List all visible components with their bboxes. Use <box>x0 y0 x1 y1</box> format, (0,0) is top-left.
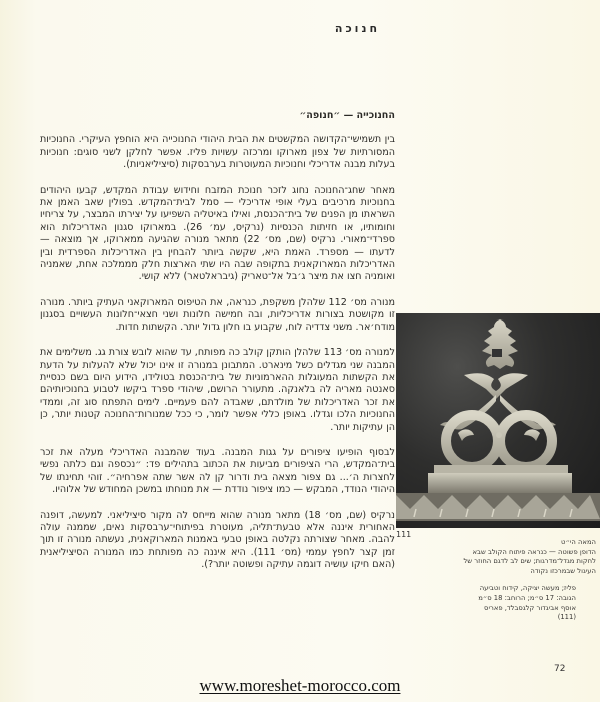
hanukkah-lamp-photo <box>396 313 600 528</box>
paragraph: מנורה מס׳ 112 שלהלן משקפת, כנראה, את הטיפוס המארוקאני העתיק ביותר. מנורה זו מקושטת בצורות אדריכליות, ובה חמישה חלונות ושני חצאי־חלונות העשויים בסגנון מודח׳אר. משני צדדיה לוח, שקבוע בו חלון גדול יותר. הקשתות חדות. <box>40 296 395 333</box>
paragraph: לבסוף הופיעו ציפורים על גגות המבנה. בעוד שהמבנה האדריכלי מעלה את זכר בית־המקדש, הרי הציפורים מביעות את הכתוב בתהילים פד: ״נכספה וגם כלתה נפשי לחצרות ה׳... גם צפור מצאה בית ודרור קן לה אשר שתה אפרחיה״. זוהי תחינתו של היהודי הנודד, המבקש — כמו ציפור נודדת — את מנוחתו במשכן המחודש של אלוהיו. <box>40 446 395 496</box>
paragraph: למנורה מס׳ 113 שלהלן הותקן קולב כה מפותח, עד שהוא לובש צורת גג. משלימים את המבנה שני מגדלים כשל מינארט. המתבונן במנורה זו אינו יכול שלא להעלות על הדעת את הקשתות המעוגלות ההארמוניות של בית־הכנסת בטולידו, הידוע היום בשם כנסיית סאנטה מאריה לה בלאנקה. מתעורר הרושם, שיהודי ספרד ביקשו לטבוע בחנוכיותיהם את זכר האדריכלות של מולדתם, שאבדה להם פעמיים. לימים התפתח סוג זה, וממדי החנוכיות הלכו וגדלו. באופן כללי אפשר לומר, כי ככל שמנורות־החנוכה קטנות יותר, כן הן עתיקות יותר. <box>40 347 395 433</box>
caption-line: המאה הי״ט <box>561 538 596 546</box>
caption-line: העיגול שבמרכזו נקודה <box>530 566 596 575</box>
paragraph: בין תשמישי־הקדושה המקשטים את הבית היהודי החנוכייה היא הוחפץ העיקרי. החנוכיות המסורתיות של צפון מארוקו ומרכזה עשויות פליז. אפשר לחלקן לשני סוגים: חנוכיות בעלות מבנה אדריכלי וחנוכיות המעוטרות בערבסקות (סיציליאניות). <box>40 134 395 171</box>
caption-line: פליז; מעשה יציקה, קידוח וטביעה <box>479 584 576 593</box>
section-title: החנוכייה — ״חנופה״ <box>299 110 395 121</box>
figure-number: 111 <box>396 530 412 539</box>
caption-line: (111) <box>557 613 576 622</box>
running-head: חנוכה <box>334 22 380 35</box>
paragraph: מאחר שחג־החנוכה נחוג לזכר חנוכת המזבח וחידוש עבודת המקדש, קבעו היהודים בחנוכיות מרכיבים בעלי אופי אדריכלי — סמל לבית־המקדש. בפולין שאב האמן את השראתו מן הפנים של בית־הכנסת, ואילו באיטליה השפיעו על יצירתו המבצר, על צריחיו וחומותיו, או חזיתות הכנסיות (נרקיס, עמ׳ 26). במארוקו סגנון האדריכלות הוא ספרדי־מאורי. נרקיס (שם, מס׳ 22) מתאר מנורה שהגיעה ממארוקו, אך מוצאה — לדעתו — מספרד. האמת היא, שקשה ביותר להבחין בין האדריכלות הספרדית ובין האדריכלות המארוקאנית בתקופה שבה היו שתי הארצות חלק מממלכה אחת, שאמניה ואומניה חצו את מיצר ג׳בל אל־טאריק (גיבראלטאר) ללא קושי. <box>40 184 396 283</box>
paragraph: נרקיס (שם, מס׳ 18) מתאר מנורה שהוא מייחס לה מקור סיציליאני. למעשה, דופנה האחורית איננה אלא טבעת־תליה, מעוטרת בפיתוחי־ערבסקות נאים, שממנה עולה להבה. מאחר שצורתה נקלטה באופן טבעי באמנות המארוקאנית, נעשתה מנורה זו תוך זמן קצר לחפץ עממי (מס׳ 111). היא איננה כה מפותחת כמו המנורה הסיציליאנית (האם חיקו עושיה דוגמה עתיקה ופשוטה יותר?). <box>40 509 395 571</box>
figure-caption <box>400 538 596 631</box>
footer-url-text[interactable]: www.moreshet-morocco.com <box>199 676 401 695</box>
caption-line: לחקות מגדל־מדרגות; שים לב לדגם החוזר של <box>463 557 596 566</box>
menorah-illustration-icon <box>396 313 600 528</box>
footer-website-link[interactable] <box>0 676 600 696</box>
page-number: 72 <box>554 664 566 674</box>
caption-line: הגובה: 17 ס״מ; הרוחב: 18 ס״מ <box>478 593 576 602</box>
article-body <box>40 110 395 585</box>
caption-line: הדופן פשוטה — כנראה פיתוח הקולב שבא <box>472 547 596 556</box>
caption-description <box>400 538 596 576</box>
caption-line: אוסף אביגדור קלגסבלד, פאריס <box>484 603 576 612</box>
caption-details <box>400 584 596 622</box>
